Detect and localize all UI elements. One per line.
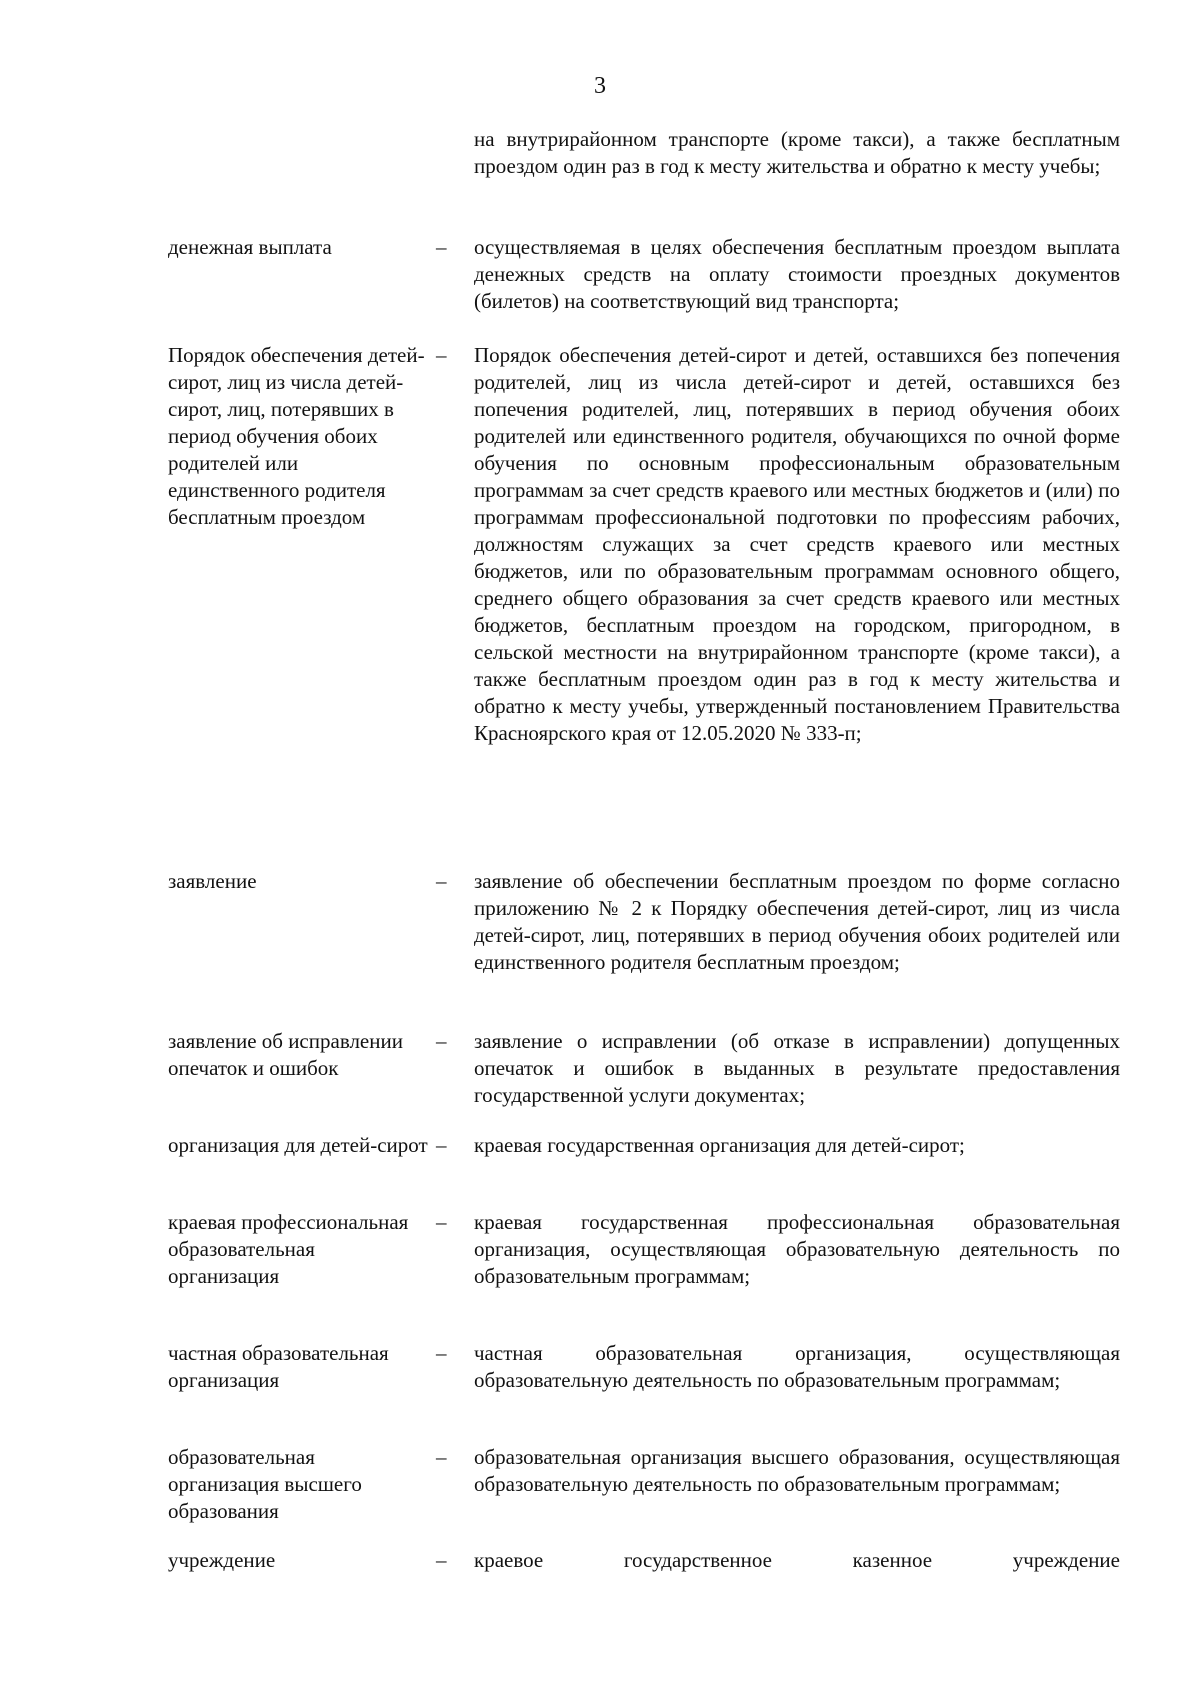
term: заявление об исправлении опечаток и ошибок (168, 1029, 403, 1080)
dash: – (436, 343, 447, 367)
term: образовательная организация высшего образования (168, 1445, 362, 1523)
term: организация для детей-сирот (168, 1133, 428, 1157)
definition: Порядок обеспечения детей-сирот и детей, оставшихся без попечения родителей, лиц из числа детей-сирот и детей, оставшихся без попечения родителей, лиц, потерявших в период обучения обоих родителей или единственного родителя, обучающихся по очной форме обучения по основным профессиональным образовательным программам за счет средств краевого или местных бюджетов и (или) по программам профессиональной подготовки по профессиям рабочих, должностям служащих за счет средств краевого или местных бюджетов, или по образовательным программам основного общего, среднего общего образования за счет средств краевого или местных бюджетов, бесплатным проездом на городском, пригородном, в сельской местности на внутрирайонном транспорте (кроме такси), а также бесплатным проездом один раз в год к месту жительства и обратно к месту учебы, утвержденный постановлением Правительства Красноярского края от 12.05.2020 № 333-п; (474, 343, 1120, 745)
definition: краевое государственное казенное учреждение (474, 1548, 1120, 1572)
term: краевая профессиональная образовательная организация (168, 1210, 409, 1288)
definition: краевая государственная профессиональная образовательная организация, осуществляющая образовательную деятельность по образовательным программам; (474, 1210, 1120, 1288)
definition: заявление об обеспечении бесплатным проездом по форме согласно приложению № 2 к Порядку обеспечения детей-сирот, лиц из числа детей-сирот, лиц, потерявших в период обучения обоих родителей или единственного родителя бесплатным проездом; (474, 869, 1120, 974)
dash: – (436, 1133, 447, 1157)
continuation-text: на внутрирайонном транспорте (кроме такси), а также бесплатным проездом один раз в год к месту жительства и обратно к месту учебы; (474, 127, 1120, 178)
dash: – (436, 1029, 447, 1053)
dash: – (436, 235, 447, 259)
term: учреждение (168, 1548, 276, 1572)
definition: заявление о исправлении (об отказе в исправлении) допущенных опечаток и ошибок в выданных в результате предоставления государственной услуги документах; (474, 1029, 1120, 1107)
dash: – (436, 869, 447, 893)
term: Порядок обеспечения детей-сирот, лиц из числа детей-сирот, лиц, потерявших в период обучения обоих родителей или единственного родителя бесплатным проездом (168, 343, 425, 529)
term: частная образовательная организация (168, 1341, 389, 1392)
term: денежная выплата (168, 235, 332, 259)
definition: краевая государственная организация для детей-сирот; (474, 1133, 965, 1157)
page-number: 3 (594, 73, 606, 99)
term: заявление (168, 869, 257, 893)
dash: – (436, 1210, 447, 1234)
dash: – (436, 1341, 447, 1365)
dash: – (436, 1548, 447, 1572)
definition: образовательная организация высшего образования, осуществляющая образовательную деятельность по образовательным программам; (474, 1445, 1120, 1496)
definition: частная образовательная организация, осуществляющая образовательную деятельность по образовательным программам; (474, 1341, 1120, 1392)
dash: – (436, 1445, 447, 1469)
definition: осуществляемая в целях обеспечения бесплатным проездом выплата денежных средств на оплату стоимости проездных документов (билетов) на соответствующий вид транспорта; (474, 235, 1120, 313)
